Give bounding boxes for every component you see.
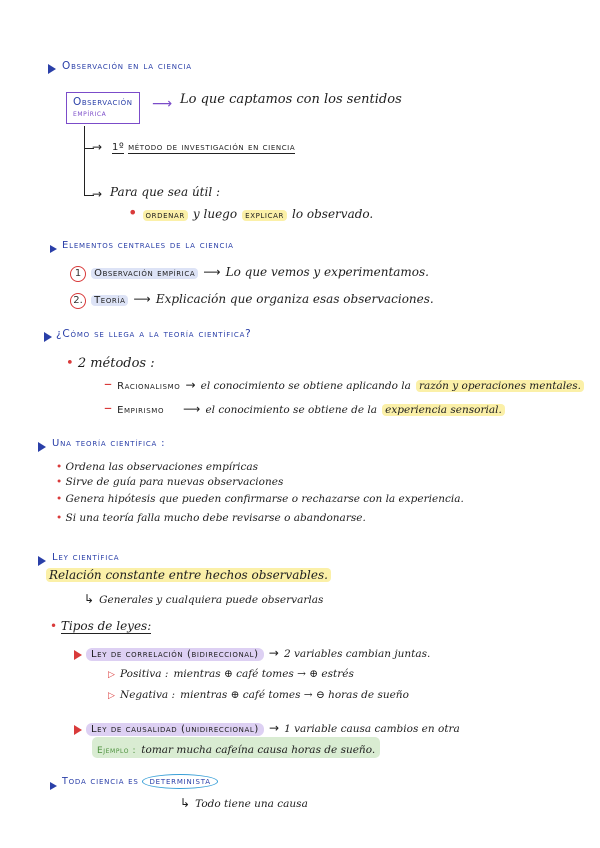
metodo-item [112, 142, 295, 153]
ejemplo-highlight [92, 737, 380, 758]
empirismo-row [104, 398, 505, 417]
empirismo-label: Empirismo [117, 405, 165, 416]
elemento-1-def: Lo que vemos y experimentamos. [225, 265, 429, 279]
correlacion-row [86, 642, 430, 661]
positiva-row [108, 662, 354, 681]
metodos-bullet [66, 356, 155, 371]
teoria-item-text: Si una teoría falla mucho debe revisarse o abandonarse. [65, 512, 366, 524]
arrow-right-icon: → [92, 187, 103, 201]
ejemplo-label: Ejemplo : [97, 746, 137, 756]
ley-definition: Relación constante entre hechos observables. [46, 568, 331, 582]
ordenar-explicar-line [128, 203, 373, 222]
section-title-una-teoria: Una teoría científica : [52, 438, 166, 449]
triangle-outline-icon: ▷ [108, 670, 115, 680]
causa-text: Todo tiene una causa [195, 798, 308, 810]
teoria-item-text: Genera hipótesis que pueden confirmarse o rechazarse con la experiencia. [65, 493, 464, 505]
red-bullet-icon [74, 650, 82, 660]
empirismo-highlight: experiencia sensorial. [382, 404, 505, 416]
tipos-row [50, 619, 151, 633]
section-title-observacion: Observación en la ciencia [62, 60, 192, 72]
bullet-icon: • [56, 476, 66, 488]
observado-word: lo observado. [292, 207, 374, 221]
bullet-icon: • [56, 461, 66, 473]
negativa-label: Negativa : [120, 689, 176, 701]
section-bullet-icon [44, 332, 52, 342]
determinista-circled: determinista [142, 774, 217, 789]
elemento-2-row [70, 288, 434, 309]
section-bullet-icon [50, 782, 57, 790]
teoria-item-text: Sirve de guía para nuevas observaciones [65, 476, 284, 488]
racionalismo-row [104, 374, 584, 393]
number-2-icon: 2. [70, 293, 86, 309]
arrow-right-icon: → [185, 378, 196, 392]
section-bullet-icon [38, 556, 46, 566]
util-text: Para que sea útil : [110, 185, 221, 199]
correlacion-label: Ley de correlación (bidireccional) [86, 648, 264, 661]
negativa-row [108, 683, 409, 702]
number-1-icon: 1 [70, 266, 86, 282]
correlacion-def: 2 variables cambian juntas. [283, 648, 431, 660]
dash-icon: – [104, 374, 112, 393]
racionalismo-highlight: razón y operaciones mentales. [416, 380, 584, 392]
metodos-text: 2 métodos : [77, 356, 155, 371]
teoria-item [56, 476, 283, 488]
section-bullet-icon [38, 442, 46, 452]
triangle-outline-icon: ▷ [108, 691, 115, 701]
arrow-corner-icon: ↳ [84, 592, 95, 606]
positiva-text: mientras ⊕ café tomes → ⊕ estrés [173, 668, 354, 680]
teoria-item [56, 512, 366, 524]
tipos-text: Tipos de leyes: [60, 619, 152, 633]
positiva-label: Positiva : [120, 668, 169, 680]
red-bullet-icon [74, 725, 82, 735]
racionalismo-label: Racionalismo [117, 381, 181, 392]
dash-icon: – [104, 398, 112, 417]
luego-word: y luego [192, 207, 238, 221]
arrow-right-icon: → [92, 140, 103, 154]
causa-row [180, 792, 308, 811]
observacion-empirica-box [66, 92, 140, 124]
metodo-ordinal: 1º [112, 142, 125, 153]
elemento-2-def: Explicación que organiza esas observaciones. [155, 292, 434, 306]
ordenar-word: ordenar [143, 210, 188, 221]
arrow-right-icon: ⟶ [183, 402, 201, 416]
ejemplo-text: tomar mucha cafeína causa horas de sueño. [141, 744, 376, 756]
section-title-ley: Ley científica [52, 552, 120, 563]
bullet-icon: • [56, 512, 66, 524]
elemento-1-row [70, 261, 429, 282]
section-bullet-icon [48, 64, 56, 74]
teoria-item [56, 493, 464, 505]
section-bullet-icon [50, 245, 57, 253]
section-title-teoria: ¿Cómo se llega a la teoría científica? [56, 328, 252, 340]
teoria-item-text: Ordena las observaciones empíricas [65, 461, 259, 473]
causalidad-label: Ley de causalidad (unidireccional) [86, 723, 264, 736]
arrow-right-icon: ⟶ [133, 292, 151, 306]
section-title-determinista [62, 776, 218, 787]
bullet-icon: • [128, 203, 138, 222]
observacion-definition: Lo que captamos con los sentidos [180, 92, 402, 107]
determinista-prefix: Toda ciencia es [62, 776, 139, 787]
explicar-word: explicar [242, 210, 287, 221]
empirismo-text: el conocimiento se obtiene de la [205, 404, 378, 416]
teoria-item [56, 461, 258, 473]
metodo-text: método de investigación en ciencia [128, 142, 296, 153]
arrow-corner-icon: ↳ [180, 796, 191, 810]
arrow-right-icon: → [268, 646, 279, 660]
arrow-right-icon: ⟶ [152, 96, 173, 112]
box-line-2: empírica [73, 109, 107, 119]
elemento-2-label: Teoría [91, 295, 128, 306]
ley-sub-row [84, 588, 323, 607]
tree-line [84, 126, 85, 196]
negativa-text: mientras ⊕ café tomes → ⊖ horas de sueño [180, 689, 409, 701]
box-line-1: Observación [73, 96, 133, 108]
bullet-icon: • [66, 356, 74, 371]
arrow-right-icon: → [268, 721, 279, 735]
ley-sub-text: Generales y cualquiera puede observarlas [99, 594, 324, 606]
causalidad-def: 1 variable causa cambios en otra [284, 723, 460, 735]
causalidad-row [86, 717, 460, 736]
bullet-icon: • [50, 619, 58, 633]
racionalismo-text: el conocimiento se obtiene aplicando la [200, 380, 411, 392]
elemento-1-label: Observación empírica [91, 268, 198, 279]
bullet-icon: • [56, 493, 66, 505]
section-title-elementos: Elementos centrales de la ciencia [62, 240, 234, 251]
arrow-right-icon: ⟶ [203, 265, 221, 279]
ejemplo-row [92, 738, 380, 757]
